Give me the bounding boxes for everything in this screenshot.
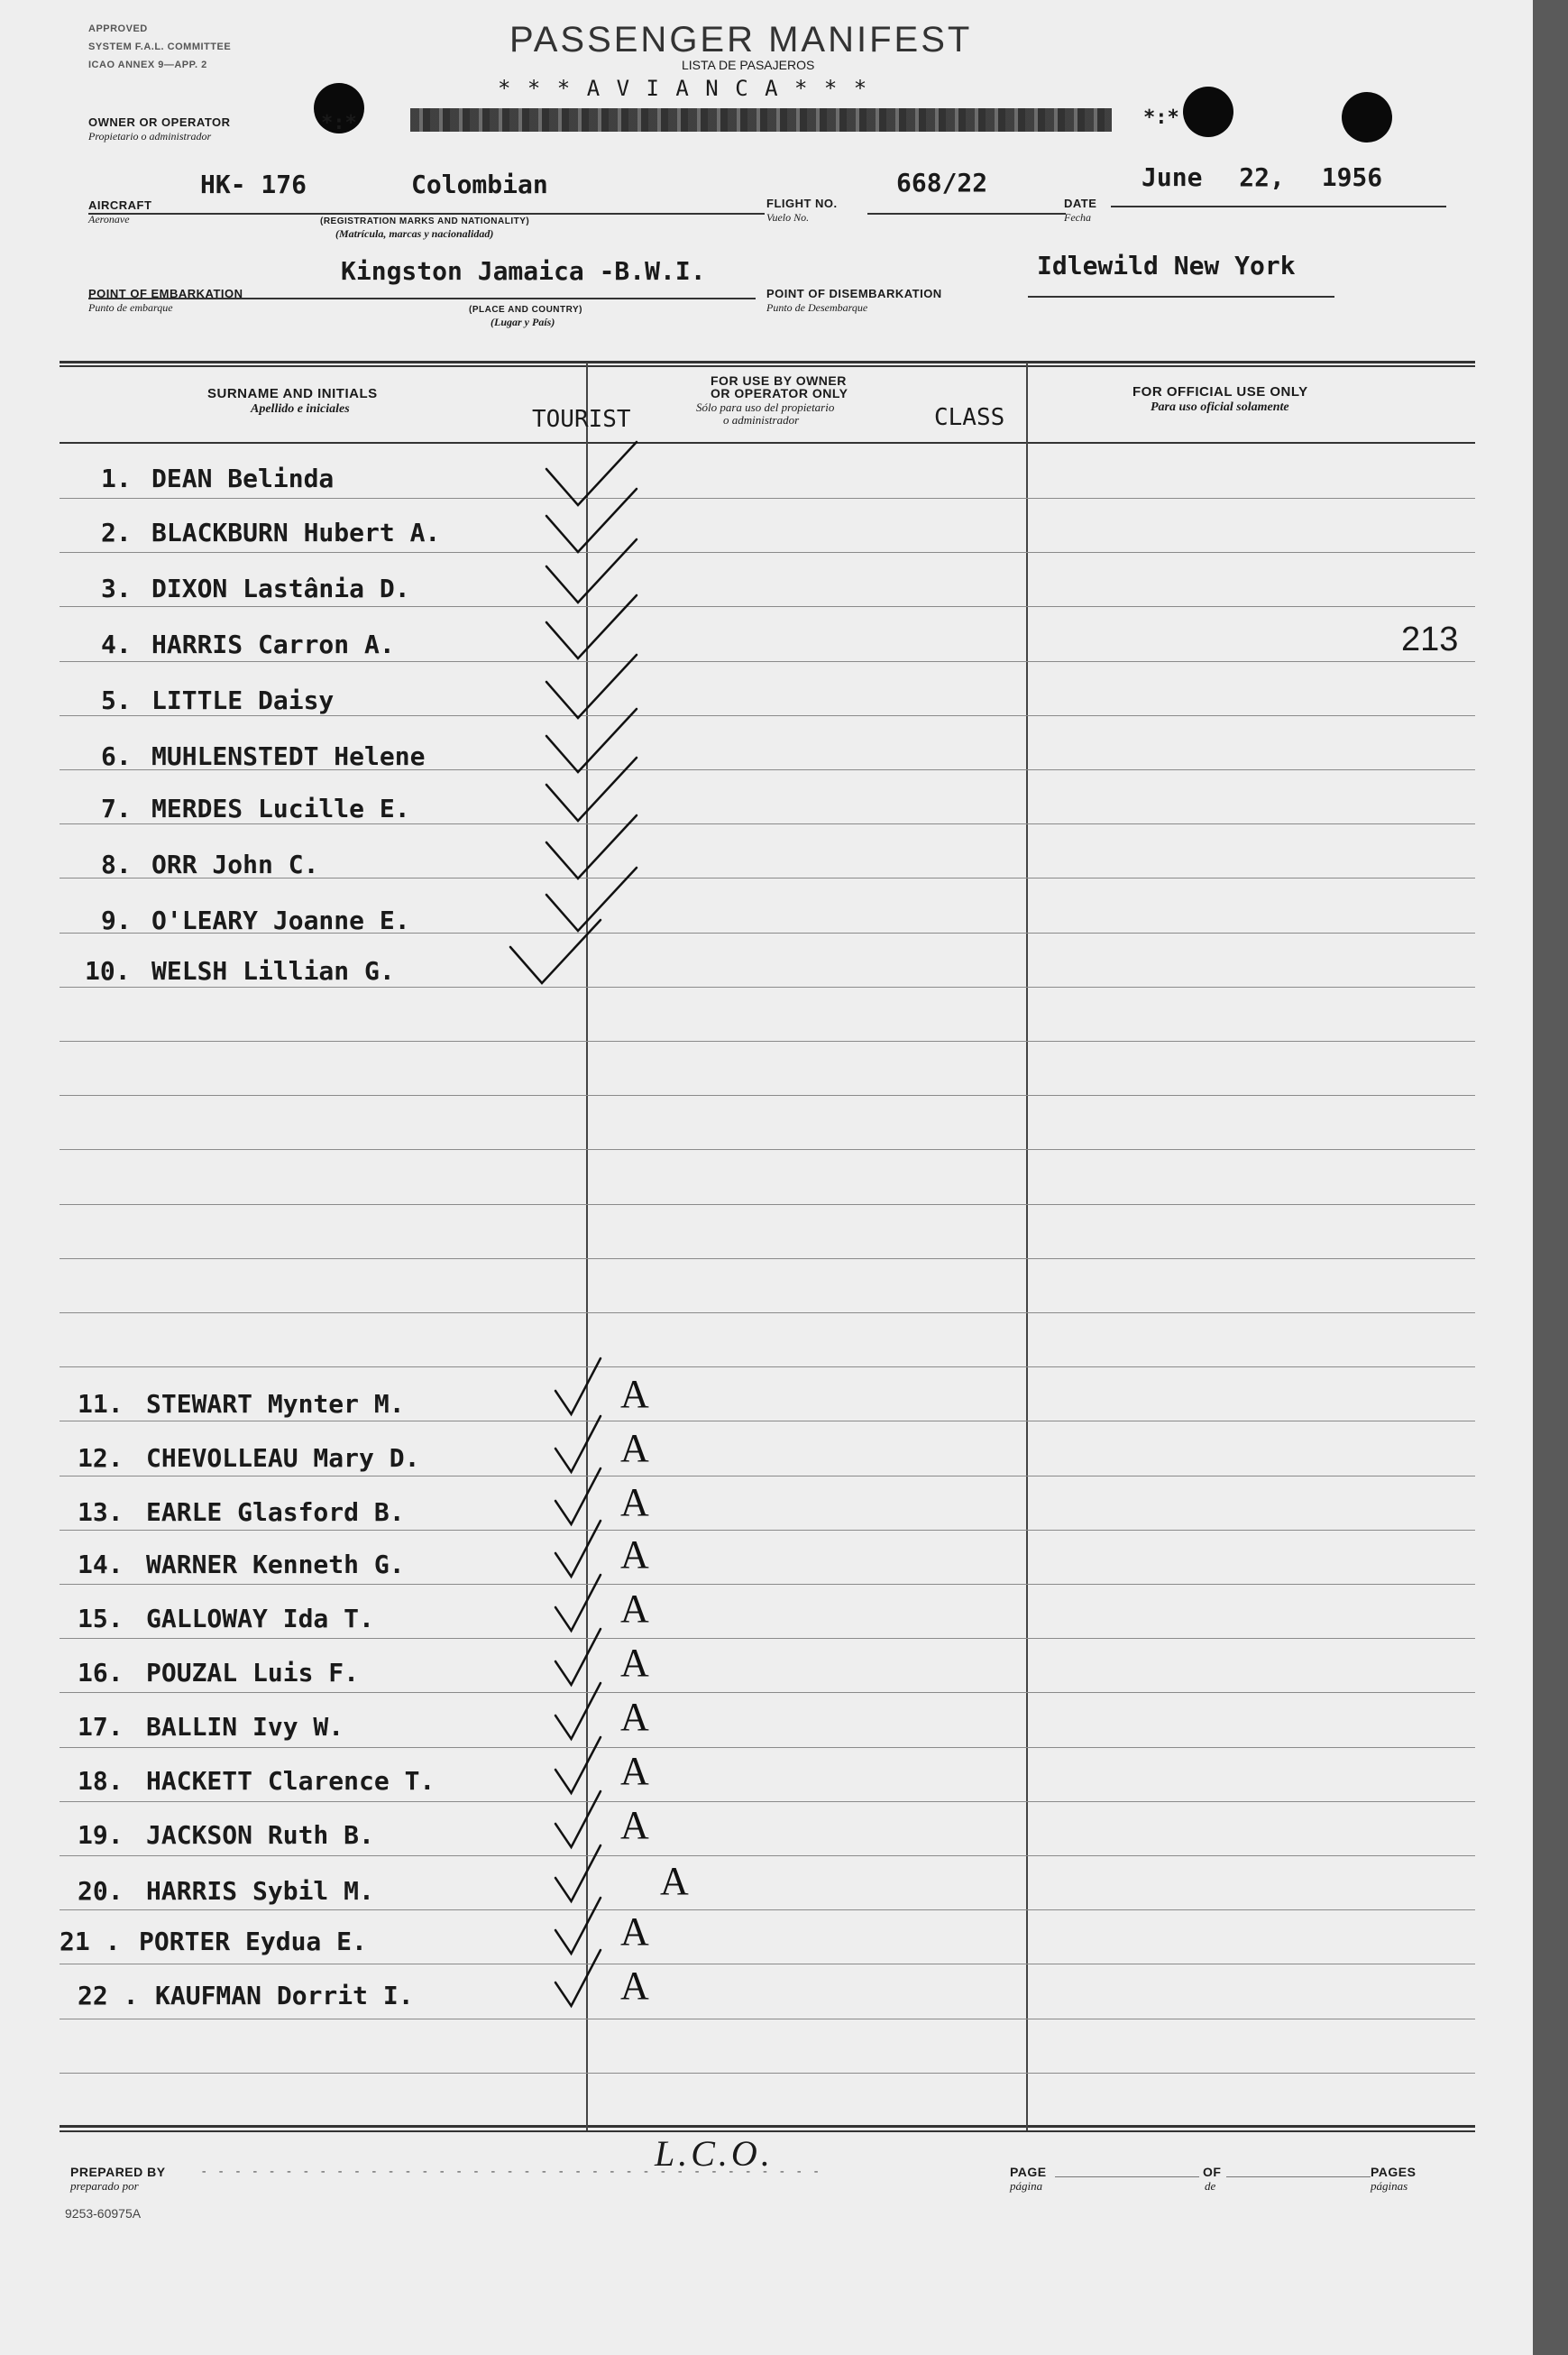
handwritten-mark: A xyxy=(620,1803,649,1847)
aircraft-label-es: Aeronave xyxy=(88,213,130,225)
passenger-number: 11. xyxy=(78,1389,124,1419)
passenger-name: BLACKBURN Hubert A. xyxy=(151,518,441,547)
checkmark xyxy=(555,1683,601,1739)
aircraft-value: HK- 176 xyxy=(200,170,307,199)
passenger-number: 12. xyxy=(78,1443,124,1473)
owner-label-es: Propietario o administrador xyxy=(88,130,212,143)
passenger-number: 3. xyxy=(101,574,132,603)
passenger-number: 5. xyxy=(101,685,132,715)
column-header-tourist: TOURIST xyxy=(532,406,631,433)
flight-label: FLIGHT NO. xyxy=(766,197,838,210)
column-header-owner-use: FOR USE BY OWNER xyxy=(711,373,847,388)
checkmark xyxy=(555,1791,601,1847)
of-label-es: de xyxy=(1205,2179,1216,2193)
checkmark xyxy=(555,1950,601,2006)
place-caption-es: (Lugar y País) xyxy=(491,316,555,328)
disembark-label: POINT OF DISEMBARKATION xyxy=(766,287,942,300)
passenger-number: 16. xyxy=(78,1658,124,1688)
checkmark xyxy=(546,442,637,505)
passenger-name: STEWART Mynter M. xyxy=(146,1389,405,1419)
column-header-official-es: Para uso oficial solamente xyxy=(1151,400,1289,414)
checkmark xyxy=(555,1629,601,1685)
page-title-es: LISTA DE PASAJEROS xyxy=(682,58,815,72)
passenger-name: DIXON Lastânia D. xyxy=(151,574,410,603)
passenger-number: 18. xyxy=(78,1766,124,1796)
passenger-number: 1. xyxy=(101,464,132,493)
checkmark xyxy=(546,595,637,658)
passenger-name: PORTER Eydua E. xyxy=(139,1927,367,1956)
passenger-name: O'LEARY Joanne E. xyxy=(151,906,410,935)
passenger-name: CHEVOLLEAU Mary D. xyxy=(146,1443,420,1473)
passenger-name: MERDES Lucille E. xyxy=(151,794,410,823)
passenger-number: 7. xyxy=(101,794,132,823)
handwritten-mark: A xyxy=(620,1372,649,1416)
aircraft-label: AIRCRAFT xyxy=(88,198,152,212)
passenger-number: 6. xyxy=(101,741,132,771)
checkmark xyxy=(555,1845,601,1901)
passenger-number: 2. xyxy=(101,518,132,547)
column-header-official: FOR OFFICIAL USE ONLY xyxy=(1132,384,1308,400)
checkmark xyxy=(555,1737,601,1793)
checkmark xyxy=(555,1898,601,1954)
handwritten-mark: A xyxy=(660,1859,689,1903)
date-value: June 22, 1956 xyxy=(1142,162,1383,192)
pages-label-es: páginas xyxy=(1371,2179,1408,2193)
checkmark xyxy=(555,1468,601,1524)
column-header-class: CLASS xyxy=(934,404,1005,431)
embark-label: POINT OF EMBARKATION xyxy=(88,287,243,300)
form-number: 9253-60975A xyxy=(65,2206,142,2221)
column-header-owner-use-es: o administrador xyxy=(723,413,800,427)
place-caption: (PLACE AND COUNTRY) xyxy=(469,305,582,315)
passenger-number: 21 . xyxy=(60,1927,121,1956)
passenger-number: 13. xyxy=(78,1497,124,1527)
flight-value: 668/22 xyxy=(896,168,988,198)
passenger-name: KAUFMAN Dorrit I. xyxy=(155,1981,414,2010)
passenger-name: WARNER Kenneth G. xyxy=(146,1550,405,1579)
disembark-label-es: Punto de Desembarque xyxy=(766,301,868,314)
disembark-value: Idlewild New York xyxy=(1037,251,1296,281)
handwritten-mark: A xyxy=(620,1480,649,1524)
passenger-name: HARRIS Sybil M. xyxy=(146,1876,374,1906)
checkmark xyxy=(546,489,637,552)
page-label-es: página xyxy=(1010,2179,1043,2193)
passenger-number: 20. xyxy=(78,1876,124,1906)
passenger-name: HACKETT Clarence T. xyxy=(146,1766,436,1796)
registration-caption: (REGISTRATION MARKS AND NATIONALITY) xyxy=(320,216,530,226)
handwritten-mark: A xyxy=(620,1426,649,1470)
official-use-value: 213 xyxy=(1401,621,1459,658)
date-label: DATE xyxy=(1064,197,1097,210)
of-label: OF xyxy=(1203,2165,1222,2179)
column-header-surname-es: Apellido e iniciales xyxy=(251,402,350,416)
flight-label-es: Vuelo No. xyxy=(766,211,810,224)
passenger-number: 17. xyxy=(78,1712,124,1742)
approval-line: ICAO ANNEX 9—APP. 2 xyxy=(88,60,207,70)
passenger-number: 15. xyxy=(78,1604,124,1633)
passenger-name: BALLIN Ivy W. xyxy=(146,1712,344,1742)
prepared-label-es: preparado por xyxy=(70,2179,139,2193)
handwritten-note: L.C.O. xyxy=(655,2133,774,2174)
passenger-name: GALLOWAY Ida T. xyxy=(146,1604,374,1633)
passenger-number: 19. xyxy=(78,1820,124,1850)
registration-caption-es: (Matrícula, marcas y nacionalidad) xyxy=(335,227,494,240)
handwritten-mark: A xyxy=(620,1964,649,2008)
passenger-number: 8. xyxy=(101,850,132,879)
checkmark xyxy=(546,539,637,603)
handwritten-mark: A xyxy=(620,1641,649,1685)
approval-line: APPROVED xyxy=(88,23,148,34)
embark-value: Kingston Jamaica -B.W.I. xyxy=(341,256,706,286)
embark-label-es: Punto de embarque xyxy=(88,301,173,314)
prepared-label: PREPARED BY xyxy=(70,2165,166,2179)
passenger-name: JACKSON Ruth B. xyxy=(146,1820,374,1850)
checkmark xyxy=(546,655,637,718)
pages-label: PAGES xyxy=(1371,2165,1417,2179)
handwritten-mark: A xyxy=(620,1532,649,1577)
checkmark xyxy=(555,1521,601,1577)
passenger-number: 14. xyxy=(78,1550,124,1579)
passenger-number: 22 . xyxy=(78,1981,139,2010)
checkmark xyxy=(510,920,601,983)
passenger-name: WELSH Lillian G. xyxy=(151,956,395,986)
manifest-sheet: APPROVED SYSTEM F.A.L. COMMITTEE ICAO ANNEX 9—APP. 2 PASSENGER MANIFEST LISTA DE PASAJEROS * * * A V I A N C A * * * *:* *:* OWNER OR OPERATOR Propietario o administrador AIRCRAFT Aeronave HK- 176 Colombian (REGISTRATION MARKS AND NATIONALITY) (Matrícula, marcas y nacionalidad) FLIGHT NO. Vuelo No. 668/22 DATE Fecha June 22, 1956 POINT OF EMBARKATION Punto de embarque Kingston Jamaica -B.W.I. (PLACE AND COUNTRY) (Lugar y País) POINT OF DISEMBARKATION Punto de Desembarque Idlewild New York SURNAME AND INITIALS Apellido e iniciales TOURIST FOR USE BY OWNER OR OPERATOR ONLY Sólo para uso del propietario o administrador CLASS FOR OFFICIAL USE ONLY Para uso oficial solamente 1. DEAN Belinda 2. BLACKBURN Hubert A. 3. DIXON Lastânia D. 4. HARRIS Carron A. 213 5. LITTLE Daisy 6. MUHLENSTEDT Helene 7. MERDES Lucille E. 8. ORR John C. 9. O'LEARY Joanne E. 10. WELSH Lillian G. 11. STEWART Mynter M. A 12. CHEVOLLEAU Mary D. A 13. EARLE Glasford B. A 14. WARNER Kenneth G. A 15. GALLOWAY Ida T. A 16. POUZAL Luis F. A 17. BALLIN Ivy W. A 18. HACKETT Clarence T. A 19. JACKSON Ruth B. A 20. HARRIS Sybil M. A 21 . PORTER Eydua E. A 22 . KAUFMAN Dorrit I. A L.C.O. PREPARED BY preparado por - - - - - - - - - - - - - - - - - - - - - - - - - - - - - - - - - - - - - PAGE página OF de PAGES páginas 9253-60975A xyxy=(0,0,1533,2355)
passenger-name: HARRIS Carron A. xyxy=(151,630,395,659)
scan-edge xyxy=(1533,0,1568,2355)
checkmark xyxy=(555,1416,601,1472)
checkmark xyxy=(546,868,637,931)
passenger-number: 9. xyxy=(101,906,132,935)
handwritten-mark: A xyxy=(620,1587,649,1631)
column-header-surname: SURNAME AND INITIALS xyxy=(207,386,378,401)
column-header-owner-use: OR OPERATOR ONLY xyxy=(711,386,848,400)
page-label: PAGE xyxy=(1010,2165,1047,2179)
passenger-name: LITTLE Daisy xyxy=(151,685,335,715)
checkmark xyxy=(555,1358,601,1414)
owner-label: OWNER OR OPERATOR xyxy=(88,115,231,129)
passenger-number: 4. xyxy=(101,630,132,659)
date-label-es: Fecha xyxy=(1064,211,1091,224)
passenger-number: 10. xyxy=(85,956,131,986)
passenger-name: DEAN Belinda xyxy=(151,464,335,493)
approval-line: SYSTEM F.A.L. COMMITTEE xyxy=(88,41,232,52)
handwritten-mark: A xyxy=(620,1749,649,1793)
handwritten-mark: A xyxy=(620,1909,649,1954)
checkmark xyxy=(555,1575,601,1631)
checkmark xyxy=(546,758,637,821)
checkmark xyxy=(546,815,637,879)
passenger-name: POUZAL Luis F. xyxy=(146,1658,360,1688)
airline-name: * * * A V I A N C A * * * xyxy=(498,76,869,101)
passenger-name: ORR John C. xyxy=(151,850,319,879)
handwritten-mark: A xyxy=(620,1695,649,1739)
page-title: PASSENGER MANIFEST xyxy=(509,20,973,60)
passenger-name: MUHLENSTEDT Helene xyxy=(151,741,426,771)
column-header-owner-use-es: Sólo para uso del propietario xyxy=(696,400,835,414)
passenger-name: EARLE Glasford B. xyxy=(146,1497,405,1527)
nationality-value: Colombian xyxy=(411,170,548,199)
checkmark xyxy=(546,709,637,772)
